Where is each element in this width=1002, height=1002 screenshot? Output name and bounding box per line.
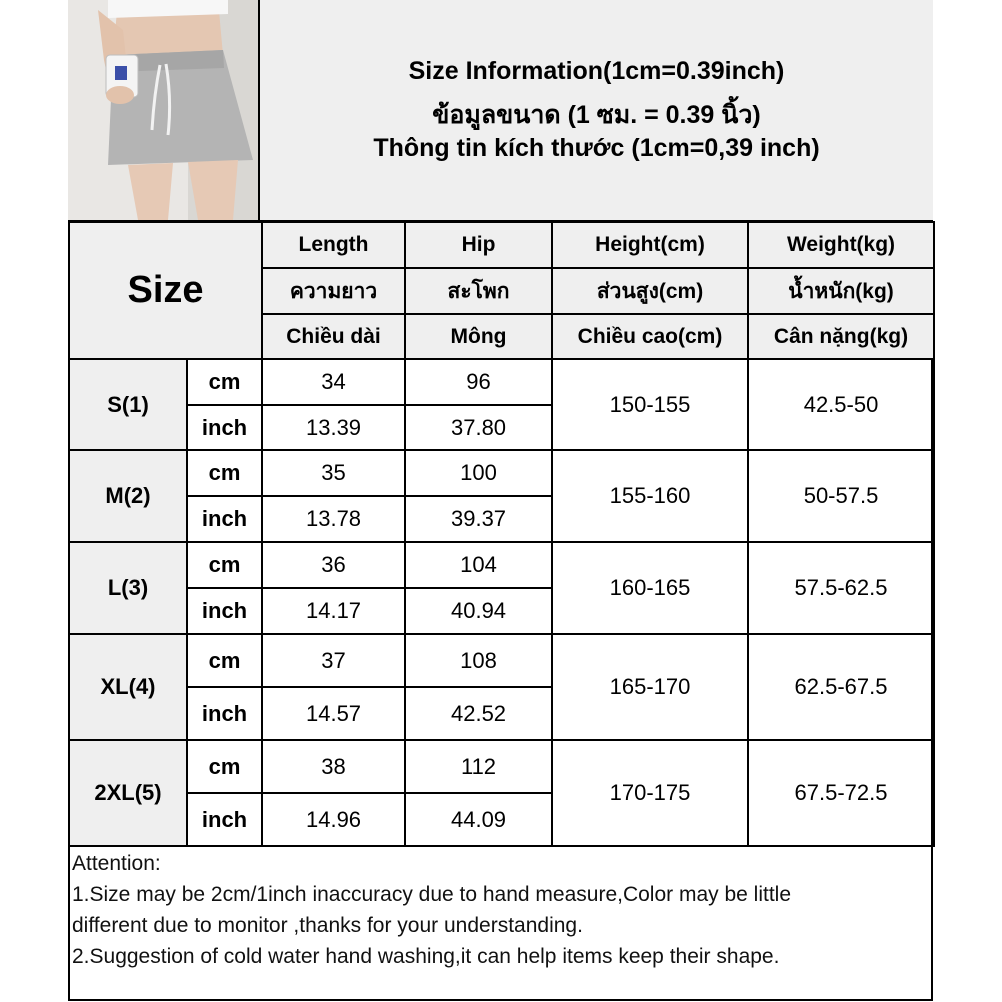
unit-cm: cm: [187, 740, 262, 793]
hip-cm: 100: [405, 450, 552, 496]
col-length-th: ความยาว: [262, 268, 405, 314]
unit-cm: cm: [187, 450, 262, 496]
length-cm: 36: [262, 542, 405, 588]
col-height-vi: Chiều cao(cm): [552, 314, 748, 359]
attention-notes: [72, 848, 927, 972]
height-range: 155-160: [552, 450, 748, 542]
table-row: [69, 542, 934, 588]
col-hip-th: สะโพก: [405, 268, 552, 314]
hip-inch: 42.52: [405, 687, 552, 740]
hip-cm: 108: [405, 634, 552, 687]
notes-heading: Attention:: [72, 852, 161, 875]
col-length-en: Length: [262, 222, 405, 268]
size-column-heading: Size: [69, 222, 262, 359]
weight-range: 62.5-67.5: [748, 634, 934, 740]
hip-cm: 96: [405, 359, 552, 405]
unit-cm: cm: [187, 359, 262, 405]
length-inch: 14.57: [262, 687, 405, 740]
size-table: [68, 221, 935, 847]
height-range: 170-175: [552, 740, 748, 846]
col-height-th: ส่วนสูง(cm): [552, 268, 748, 314]
unit-cm: cm: [187, 542, 262, 588]
hip-inch: 37.80: [405, 405, 552, 450]
col-hip-vi: Mông: [405, 314, 552, 359]
title-thai: ข้อมูลขนาด (1 ซม. = 0.39 นิ้ว): [432, 101, 761, 129]
note-line-1: 1.Size may be 2cm/1inch inaccuracy due to hand measure,Color may be little: [72, 883, 792, 906]
col-weight-vi: Cân nặng(kg): [748, 314, 934, 359]
unit-inch: inch: [187, 793, 262, 846]
weight-range: 42.5-50: [748, 359, 934, 450]
hip-inch: 39.37: [405, 496, 552, 542]
note-line-2: different due to monitor ,thanks for your understanding.: [72, 914, 583, 937]
size-label: 2XL(5): [69, 740, 187, 846]
title-english: Size Information(1cm=0.39inch): [408, 57, 785, 85]
col-height-en: Height(cm): [552, 222, 748, 268]
size-info-header: [260, 0, 933, 222]
table-row: [69, 450, 934, 496]
unit-inch: inch: [187, 687, 262, 740]
table-row: [69, 740, 934, 793]
col-length-vi: Chiều dài: [262, 314, 405, 359]
skirt-photo-illustration: [68, 0, 258, 220]
unit-inch: inch: [187, 588, 262, 634]
product-photo: [68, 0, 260, 222]
length-inch: 14.96: [262, 793, 405, 846]
length-inch: 13.78: [262, 496, 405, 542]
size-label: S(1): [69, 359, 187, 450]
length-cm: 37: [262, 634, 405, 687]
title-vietnamese: Thông tin kích thước (1cm=0,39 inch): [373, 134, 820, 162]
length-cm: 38: [262, 740, 405, 793]
height-range: 150-155: [552, 359, 748, 450]
col-hip-en: Hip: [405, 222, 552, 268]
hip-inch: 40.94: [405, 588, 552, 634]
length-inch: 13.39: [262, 405, 405, 450]
unit-cm: cm: [187, 634, 262, 687]
weight-range: 50-57.5: [748, 450, 934, 542]
hip-cm: 112: [405, 740, 552, 793]
size-label: L(3): [69, 542, 187, 634]
height-range: 165-170: [552, 634, 748, 740]
size-label: M(2): [69, 450, 187, 542]
hip-inch: 44.09: [405, 793, 552, 846]
unit-inch: inch: [187, 496, 262, 542]
unit-inch: inch: [187, 405, 262, 450]
col-weight-en: Weight(kg): [748, 222, 934, 268]
col-weight-th: น้ำหนัก(kg): [748, 268, 934, 314]
length-cm: 34: [262, 359, 405, 405]
table-row: [69, 359, 934, 405]
weight-range: 67.5-72.5: [748, 740, 934, 846]
note-line-3: 2.Suggestion of cold water hand washing,it can help items keep their shape.: [72, 945, 780, 968]
length-inch: 14.17: [262, 588, 405, 634]
height-range: 160-165: [552, 542, 748, 634]
table-row: [69, 634, 934, 687]
length-cm: 35: [262, 450, 405, 496]
size-label: XL(4): [69, 634, 187, 740]
header-row-english: [69, 222, 934, 268]
hip-cm: 104: [405, 542, 552, 588]
weight-range: 57.5-62.5: [748, 542, 934, 634]
